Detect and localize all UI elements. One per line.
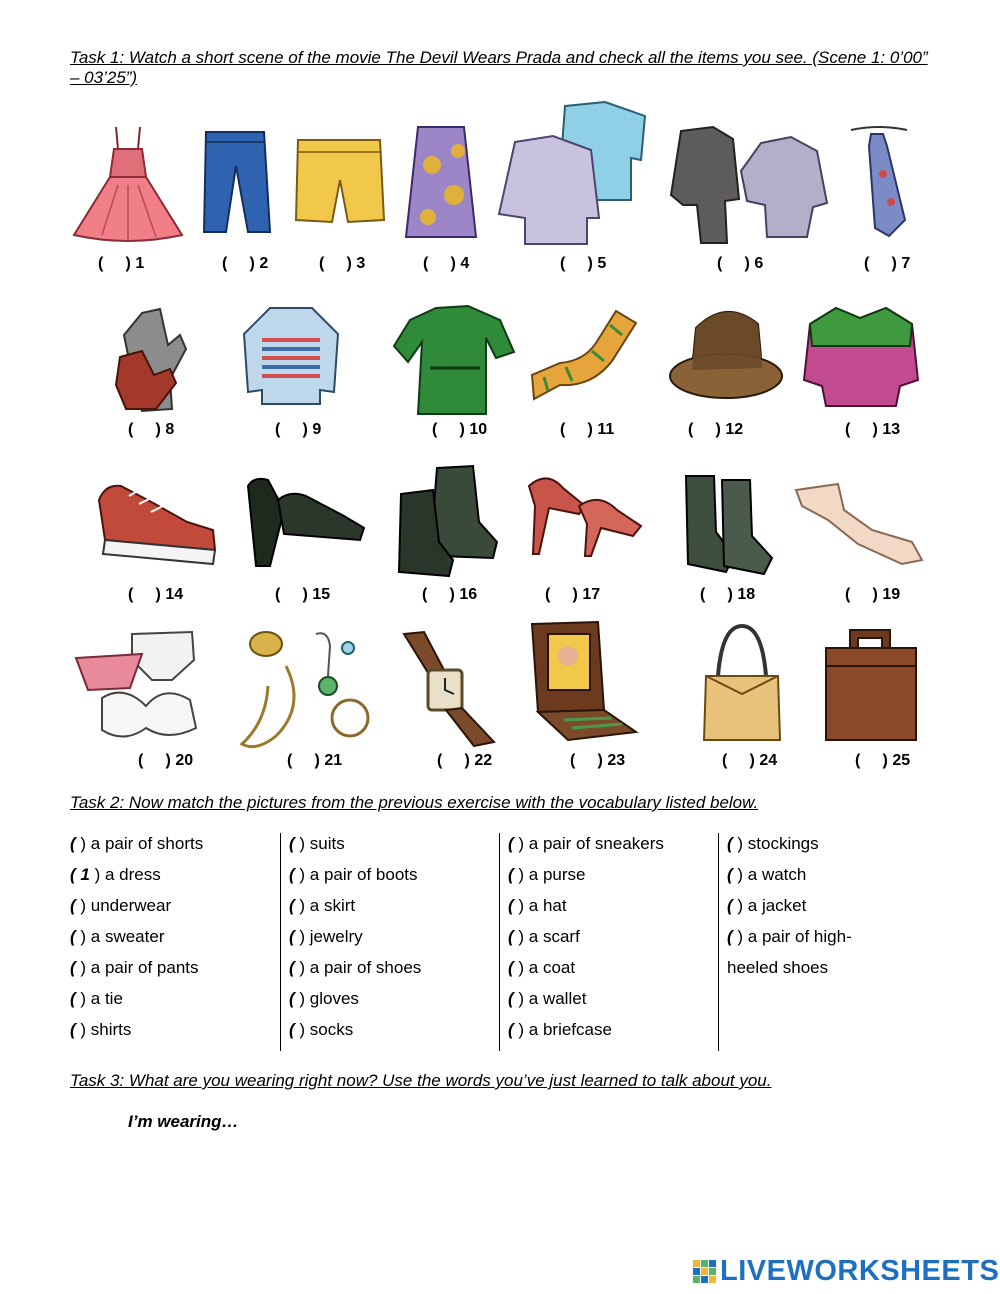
coat-icon xyxy=(390,302,518,420)
vocab-mark[interactable]: ( xyxy=(508,834,519,853)
item-caption[interactable]: ( ) 15 xyxy=(275,586,331,603)
vocab-mark[interactable]: ( xyxy=(289,989,300,1008)
dress-icon xyxy=(72,125,184,245)
vocab-row[interactable] xyxy=(289,833,499,864)
vocab-mark[interactable]: ( xyxy=(508,1020,519,1039)
vocab-mark[interactable]: ( xyxy=(508,896,519,915)
vocab-text: ) a pair of pants xyxy=(80,958,199,977)
vocab-text: ) socks xyxy=(299,1020,354,1039)
vocab-row[interactable] xyxy=(289,988,499,1019)
item-caption[interactable]: ( ) 10 xyxy=(432,421,488,438)
suits-icon xyxy=(667,125,831,249)
vocab-row[interactable] xyxy=(70,988,280,1019)
shirts-icon xyxy=(495,98,651,248)
vocab-column-2 xyxy=(289,833,500,1051)
vocab-mark[interactable]: ( xyxy=(289,865,300,884)
boots-icon xyxy=(393,462,503,580)
jacket-icon xyxy=(800,302,922,414)
vocab-row[interactable] xyxy=(70,864,280,895)
vocab-row[interactable] xyxy=(70,957,280,988)
vocab-text: ) a briefcase xyxy=(518,1020,612,1039)
vocab-text: ) a wallet xyxy=(518,989,587,1008)
vocab-text: ) underwear xyxy=(80,896,172,915)
vocab-row[interactable] xyxy=(289,864,499,895)
vocab-text: ) a pair of shorts xyxy=(80,834,204,853)
shoes-icon xyxy=(244,470,368,570)
wallet-icon xyxy=(528,620,640,744)
scarf-icon xyxy=(530,305,640,405)
vocab-mark[interactable]: ( xyxy=(70,834,81,853)
item-caption[interactable]: ( ) 7 xyxy=(864,255,911,272)
vocab-row[interactable] xyxy=(289,926,499,957)
vocab-text: ) a pair of boots xyxy=(299,865,418,884)
vocab-mark[interactable]: ( xyxy=(70,1020,81,1039)
vocab-column-1 xyxy=(70,833,281,1051)
vocab-row[interactable] xyxy=(727,864,927,895)
item-caption[interactable]: ( ) 5 xyxy=(560,255,607,272)
item-caption[interactable]: ( ) 18 xyxy=(700,586,756,603)
vocab-mark[interactable]: ( xyxy=(508,865,519,884)
item-caption[interactable]: ( ) 12 xyxy=(688,421,744,438)
item-caption[interactable]: ( ) 20 xyxy=(138,752,194,769)
vocab-text: ) a jacket xyxy=(737,896,807,915)
vocab-text: ) a pair of sneakers xyxy=(518,834,664,853)
hat-icon xyxy=(668,298,784,408)
vocab-text: heeled shoes xyxy=(727,958,829,977)
logo-text: LIVEWORKSHEETS xyxy=(720,1255,1000,1287)
vocab-row[interactable] xyxy=(508,833,718,864)
skirt-icon xyxy=(404,125,478,241)
socks-icon xyxy=(680,472,778,580)
item-caption[interactable]: ( ) 4 xyxy=(423,255,470,272)
vocab-text: ) suits xyxy=(299,834,345,853)
vocab-mark[interactable]: ( xyxy=(70,896,81,915)
vocab-mark[interactable]: ( xyxy=(508,989,519,1008)
vocab-text: ) a skirt xyxy=(299,896,356,915)
vocab-row[interactable] xyxy=(727,833,927,864)
item-caption[interactable]: ( ) 8 xyxy=(128,421,175,438)
item-caption[interactable]: ( ) 1 xyxy=(98,255,145,272)
shorts-icon xyxy=(294,134,386,228)
task1-title: Task 1: Watch a short scene of the movie The Devil Wears Prada and check all the items you see. (Scene 1: 0’00” – 03’25”) xyxy=(70,48,928,87)
item-caption[interactable]: ( ) 11 xyxy=(560,421,615,438)
vocab-text: ) shirts xyxy=(80,1020,132,1039)
vocab-text: ) a scarf xyxy=(518,927,580,946)
vocab-mark[interactable]: ( xyxy=(289,927,300,946)
vocab-mark[interactable]: ( xyxy=(727,927,738,946)
pants-icon xyxy=(200,128,272,236)
vocab-row[interactable] xyxy=(289,895,499,926)
vocab-mark[interactable]: ( xyxy=(70,989,81,1008)
vocab-column-3 xyxy=(508,833,719,1051)
task2-title: Task 2: Now match the pictures from the previous exercise with the vocabulary listed below. xyxy=(70,793,759,812)
vocab-mark[interactable]: ( xyxy=(508,958,519,977)
logo-grid-icon xyxy=(693,1260,716,1283)
item-caption[interactable]: ( ) 23 xyxy=(570,752,626,769)
vocab-row[interactable] xyxy=(289,1019,499,1050)
jewelry-icon xyxy=(236,626,372,758)
vocab-row[interactable] xyxy=(508,957,718,988)
vocab-row[interactable] xyxy=(727,895,927,926)
vocab-column-4 xyxy=(727,833,927,1051)
vocab-mark[interactable]: ( xyxy=(289,896,300,915)
vocab-text: ) a sweater xyxy=(80,927,165,946)
writing-prompt[interactable]: I’m wearing… xyxy=(128,1112,239,1131)
vocab-mark[interactable]: ( xyxy=(289,1020,300,1039)
vocab-text: ) a pair of high- xyxy=(737,927,852,946)
vocab-mark[interactable]: ( 1 xyxy=(70,865,95,884)
item-caption[interactable]: ( ) 3 xyxy=(319,255,366,272)
vocab-mark[interactable]: ( xyxy=(289,834,300,853)
vocab-mark[interactable]: ( xyxy=(289,958,300,977)
item-caption[interactable]: ( ) 24 xyxy=(722,752,778,769)
vocab-text: ) a tie xyxy=(80,989,123,1008)
item-caption[interactable]: ( ) 9 xyxy=(275,421,322,438)
vocab-row[interactable] xyxy=(727,926,927,957)
vocab-row[interactable] xyxy=(508,895,718,926)
sweater-icon xyxy=(240,304,342,408)
item-caption[interactable]: ( ) 6 xyxy=(717,255,764,272)
vocab-row[interactable] xyxy=(70,1019,280,1050)
gloves-icon xyxy=(112,305,202,415)
vocab-mark[interactable]: ( xyxy=(70,958,81,977)
item-caption[interactable]: ( ) 17 xyxy=(545,586,601,603)
item-caption[interactable]: ( ) 16 xyxy=(422,586,478,603)
task3-title: Task 3: What are you wearing right now? Use the words you’ve just learned to talk about you. xyxy=(70,1071,772,1090)
vocab-row[interactable] xyxy=(508,926,718,957)
vocab-text: ) a purse xyxy=(518,865,586,884)
vocab-text: ) a dress xyxy=(94,865,161,884)
high-heels-icon xyxy=(523,466,645,560)
vocab-row[interactable] xyxy=(70,926,280,957)
watch-icon xyxy=(400,630,498,748)
vocab-mark[interactable]: ( xyxy=(508,927,519,946)
vocab-row[interactable] xyxy=(508,1019,718,1050)
sneakers-icon xyxy=(95,460,219,572)
vocab-text: ) a pair of shoes xyxy=(299,958,422,977)
vocab-text: ) a coat xyxy=(518,958,576,977)
item-caption[interactable]: ( ) 19 xyxy=(845,586,901,603)
item-caption[interactable]: ( ) 21 xyxy=(287,752,343,769)
vocab-row[interactable] xyxy=(70,895,280,926)
vocab-row[interactable] xyxy=(289,957,499,988)
vocab-mark[interactable]: ( xyxy=(727,896,738,915)
item-caption[interactable]: ( ) 22 xyxy=(437,752,493,769)
item-caption[interactable]: ( ) 2 xyxy=(222,255,269,272)
vocab-text: ) gloves xyxy=(299,989,359,1008)
vocab-mark[interactable]: ( xyxy=(727,834,738,853)
stockings-icon xyxy=(792,480,928,570)
vocab-row[interactable] xyxy=(508,864,718,895)
vocab-text: ) a hat xyxy=(518,896,567,915)
vocab-mark[interactable]: ( xyxy=(70,927,81,946)
item-caption[interactable]: ( ) 25 xyxy=(855,752,911,769)
vocab-row xyxy=(727,957,927,988)
item-caption[interactable]: ( ) 13 xyxy=(845,421,901,438)
vocab-row[interactable] xyxy=(70,833,280,864)
vocab-mark[interactable]: ( xyxy=(727,865,738,884)
purse-icon xyxy=(700,622,784,746)
vocab-text: ) a watch xyxy=(737,865,807,884)
briefcase-icon xyxy=(822,626,918,744)
tie-icon xyxy=(845,124,913,238)
vocab-text: ) stockings xyxy=(737,834,819,853)
vocab-row[interactable] xyxy=(508,988,718,1019)
item-caption[interactable]: ( ) 14 xyxy=(128,586,184,603)
liveworksheets-logo xyxy=(693,1255,999,1288)
vocab-text: ) jewelry xyxy=(299,927,363,946)
underwear-icon xyxy=(72,628,224,746)
